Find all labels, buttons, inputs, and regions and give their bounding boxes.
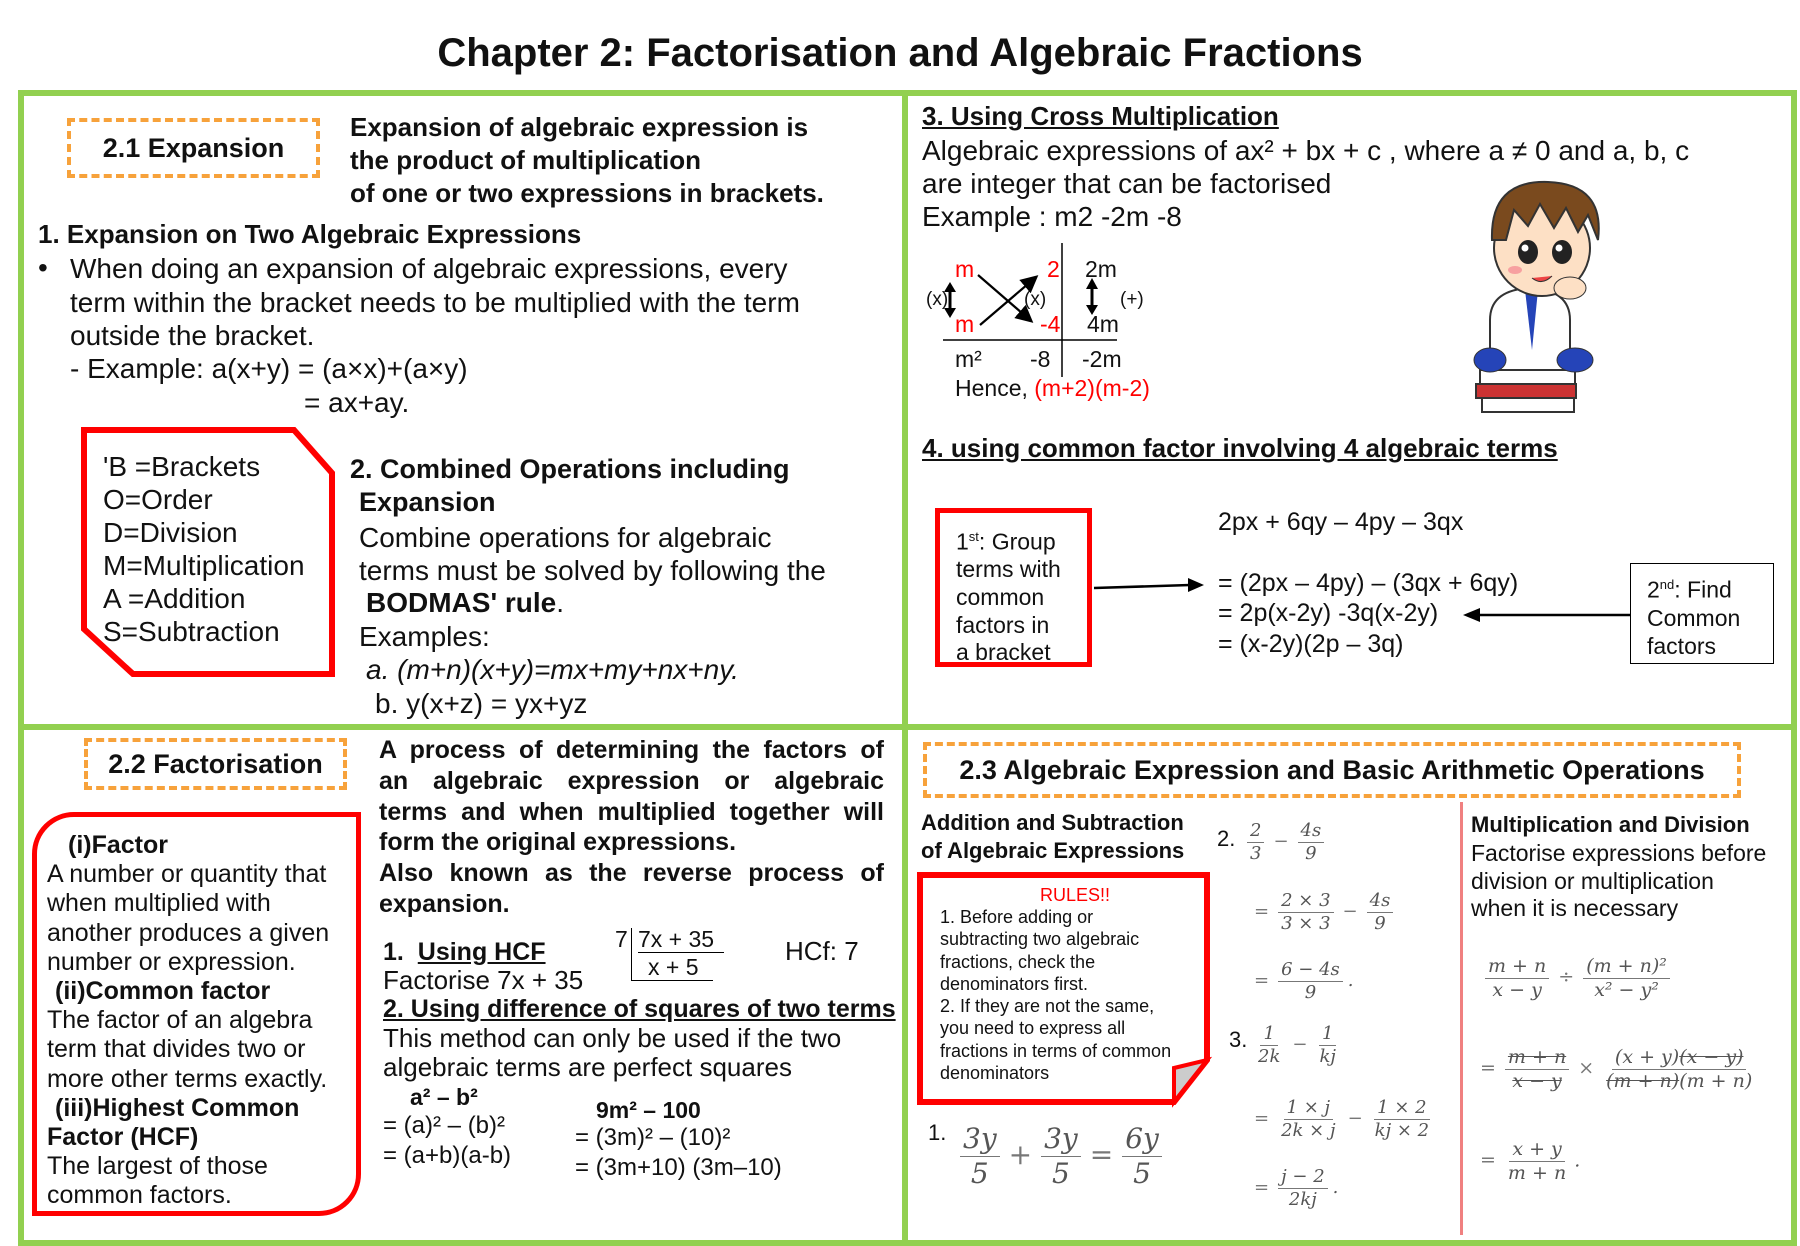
period: . <box>556 587 565 618</box>
general-form: a² – b² <box>410 1084 478 1110</box>
step2-box <box>1630 563 1774 664</box>
section-label-factorisation: 2.2 Factorisation <box>84 738 347 790</box>
bodmas-rule: BODMAS' rule <box>366 587 557 618</box>
rule-line: 2. If they are not the same, <box>940 996 1155 1017</box>
rule-line: you need to express all <box>940 1018 1126 1039</box>
step1-line: common <box>956 584 1045 611</box>
subheading-combined-operations: 2. Combined Operations including <box>350 454 790 484</box>
definition-text: number or expression. <box>47 947 296 976</box>
example-2-number: 2. <box>1217 826 1236 851</box>
example-2-line-2: = $\frac{2 \times 3}{3 \times 3}$ − $\frac{4s}{9}$ <box>1250 890 1398 934</box>
step1-line: factors in <box>956 611 1050 638</box>
product-bottom: 4m <box>1087 311 1119 337</box>
rules-title: RULES!! <box>1040 885 1111 905</box>
definition-line: an algebraic expression or algebraic <box>379 766 884 795</box>
multiplication-division-text <box>1471 840 1766 923</box>
expression-step: = (2px – 4py) – (3qx + 6qy) <box>1218 569 1519 597</box>
description-line: terms must be solved by following the <box>359 555 826 586</box>
expression-result: = (x-2y)(2p – 3q) <box>1218 630 1404 658</box>
addition-subtraction-heading: Addition and Subtraction of Algebraic Expressions <box>921 810 1185 863</box>
factorised-answer: (m+2)(m-2) <box>1034 375 1150 401</box>
definition-text: common factors. <box>47 1181 232 1210</box>
example-result: = ax+ay. <box>304 387 410 418</box>
hcf-task: Factorise 7x + 35 <box>383 965 584 995</box>
definition-line: terms and when multiplied together will <box>379 797 884 826</box>
example-3-line-1: $\frac{1}{2k}$ − $\frac{1}{kj}$ <box>1258 1023 1336 1067</box>
term-hcf: Factor (HCF) <box>47 1123 199 1152</box>
expression-original: 2px + 6qy – 4py – 3qx <box>1218 508 1464 536</box>
step2-line: Common <box>1647 604 1741 631</box>
example-line: - Example: a(x+y) = (a×x)+(a×y) <box>70 353 468 384</box>
description-line: Combine operations for algebraic <box>359 522 772 553</box>
example-2-line-3: = $\frac{6 - 4s}{9}$ . <box>1254 959 1354 1003</box>
text-line: Factorise expressions before <box>1471 840 1767 866</box>
text-line: Algebraic expressions of ax² + bx + c , where a ≠ 0 and a, b, c <box>922 135 1690 166</box>
step1-line: terms with <box>956 556 1061 583</box>
example-1-equation: $\frac{3y}{5}$ + $\frac{3y}{5}$ = $\frac{6y}{5}$ <box>955 1122 1167 1190</box>
rule-line: fractions in terms of common <box>940 1040 1172 1061</box>
definition-line: Expansion of algebraic expression is <box>350 112 809 142</box>
bottom-product: m² <box>955 346 982 372</box>
bottom-sum: -2m <box>1082 346 1122 372</box>
rule-line: denominators <box>940 1063 1050 1084</box>
example-a: a. (m+n)(x+y)=mx+my+nx+ny. <box>366 654 739 685</box>
example-3-line-2: = $\frac{1 \times j}{2k \times j}$ − $\frac{1 \times 2}{kj \times 2}$ <box>1254 1097 1430 1141</box>
example-b: b. y(x+z) = yx+yz <box>375 688 588 719</box>
expression-step: = 2p(x-2y) -3q(x-2y) <box>1218 599 1439 627</box>
common-factor-heading: 4. using common factor involving 4 algebraic terms <box>922 433 1558 463</box>
definition-text: A number or quantity that <box>47 860 327 889</box>
hcf-result: HCf: 7 <box>785 936 859 966</box>
text-line: are integer that can be factorised <box>922 168 1332 199</box>
bodmas-item: 'B =Brackets <box>103 451 261 482</box>
hcf-divisor: 7 <box>615 926 628 952</box>
hcf-quotient: x + 5 <box>631 954 713 981</box>
term-factor: (i)Factor <box>68 831 168 859</box>
definition-line: of one or two expressions in brackets. <box>350 178 824 208</box>
step1-title: 1st: Group <box>956 528 1056 555</box>
step2-title: 2nd: Find <box>1647 576 1732 603</box>
definition-line: form the original expressions. <box>379 828 737 857</box>
hcf-heading: 1. Using HCF <box>383 938 546 966</box>
hence-label: Hence, <box>955 375 1028 401</box>
rule-line: 1. Before adding or <box>940 907 1094 927</box>
product-top: 2m <box>1085 256 1117 282</box>
example-1-number: 1. <box>928 1120 947 1145</box>
multiply-label-left: (x) <box>926 289 949 310</box>
example-form: 9m² – 100 <box>596 1097 701 1123</box>
bullet-line: outside the bracket. <box>70 320 315 351</box>
hcf-dividend: 7x + 35 <box>638 926 724 953</box>
rule-line: subtracting two algebraic <box>940 929 1140 950</box>
section-label-expansion: 2.1 Expansion <box>67 118 320 178</box>
bullet-icon: • <box>38 252 48 283</box>
example-2-line-1: $\frac{2}{3}$ − $\frac{4s}{9}$ <box>1242 820 1329 864</box>
rules-list <box>940 906 1171 1084</box>
factor-mid-top: 2 <box>1047 256 1060 282</box>
division-line-2: = $\frac{m + n}{x - y}$ × $\frac{(x + y)(x - y)}{(m + n)(m + n)}$ <box>1480 1046 1753 1092</box>
division-line-3: = $\frac{x + y}{m + n}$ . <box>1480 1138 1581 1184</box>
examples-label: Examples: <box>359 621 490 652</box>
definition-text: more other terms exactly. <box>47 1064 328 1093</box>
text-line: Example : m2 -2m -8 <box>922 201 1182 232</box>
text-line: when it is necessary <box>1471 895 1679 921</box>
subheading-combined-operations-cont: Expansion <box>359 487 496 517</box>
general-step: = (a)² – (b)² <box>383 1112 506 1139</box>
definition-text: The largest of those <box>47 1152 268 1181</box>
definition-line: Also known as the reverse process of <box>379 859 884 888</box>
page-title: Chapter 2: Factorisation and Algebraic Fractions <box>437 31 1363 75</box>
text-line: This method can only be used if the two <box>383 1023 842 1053</box>
factor-left-bottom: m <box>955 311 975 337</box>
difference-of-squares-heading: 2. Using difference of squares of two terms <box>383 995 896 1023</box>
step2-line: factors <box>1647 632 1717 659</box>
definition-text: The factor of an algebra <box>47 1006 313 1035</box>
bodmas-item: M=Multiplication <box>103 550 305 581</box>
definition-line: the product of multiplication <box>350 145 701 175</box>
multiply-label-cross: (x) <box>1024 289 1047 310</box>
example-result: = (3m+10) (3m–10) <box>575 1154 782 1181</box>
example-step: = (3m)² – (10)² <box>575 1124 731 1151</box>
factor-mid-bottom: -4 <box>1040 311 1061 337</box>
division-line-1: $\frac{m + n}{x - y}$ ÷ $\frac{\text{(m + n)²}}{\text{x² − y²}}$ <box>1480 955 1675 1002</box>
definition-line: expansion. <box>379 889 510 918</box>
bullet-line: term within the bracket needs to be multiplied with the term <box>70 286 800 318</box>
term-common-factor: (ii)Common factor <box>55 977 271 1006</box>
subheading-two-expressions: 1. Expansion on Two Algebraic Expressions <box>38 219 582 249</box>
text-line: algebraic terms are perfect squares <box>383 1052 792 1082</box>
general-result: = (a+b)(a-b) <box>383 1142 512 1169</box>
bodmas-item: D=Division <box>103 517 238 548</box>
example-3-line-3: = $\frac{j - 2}{2kj}$ . <box>1254 1166 1339 1210</box>
definition-line: A process of determining the factors of <box>379 736 884 764</box>
add-label: (+) <box>1120 289 1144 310</box>
example-3-number: 3. <box>1229 1027 1248 1052</box>
multiplication-division-heading: Multiplication and Division <box>1471 812 1750 837</box>
step1-line: a bracket <box>956 639 1051 666</box>
bullet-line: When doing an expansion of algebraic expressions, every <box>70 253 788 284</box>
definition-text: when multiplied with <box>47 889 271 918</box>
bottom-constant: -8 <box>1030 346 1051 372</box>
term-hcf: (iii)Highest Common <box>55 1093 300 1122</box>
text-line: division or multiplication <box>1471 867 1714 894</box>
section-label-algebraic-operations: 2.3 Algebraic Expression and Basic Arithmetic Operations <box>923 742 1741 798</box>
column-divider <box>1460 802 1463 1235</box>
bodmas-item: A =Addition <box>103 583 246 614</box>
rule-line: denominators first. <box>940 973 1089 994</box>
factor-left-top: m <box>955 256 975 282</box>
cross-multiplication-heading: 3. Using Cross Multiplication <box>922 101 1279 131</box>
rule-line: fractions, check the <box>940 951 1096 972</box>
bodmas-item: O=Order <box>103 484 213 515</box>
definition-text: another produces a given <box>47 918 330 947</box>
definition-text: term that divides two or <box>47 1035 306 1064</box>
bodmas-item: S=Subtraction <box>103 616 280 647</box>
